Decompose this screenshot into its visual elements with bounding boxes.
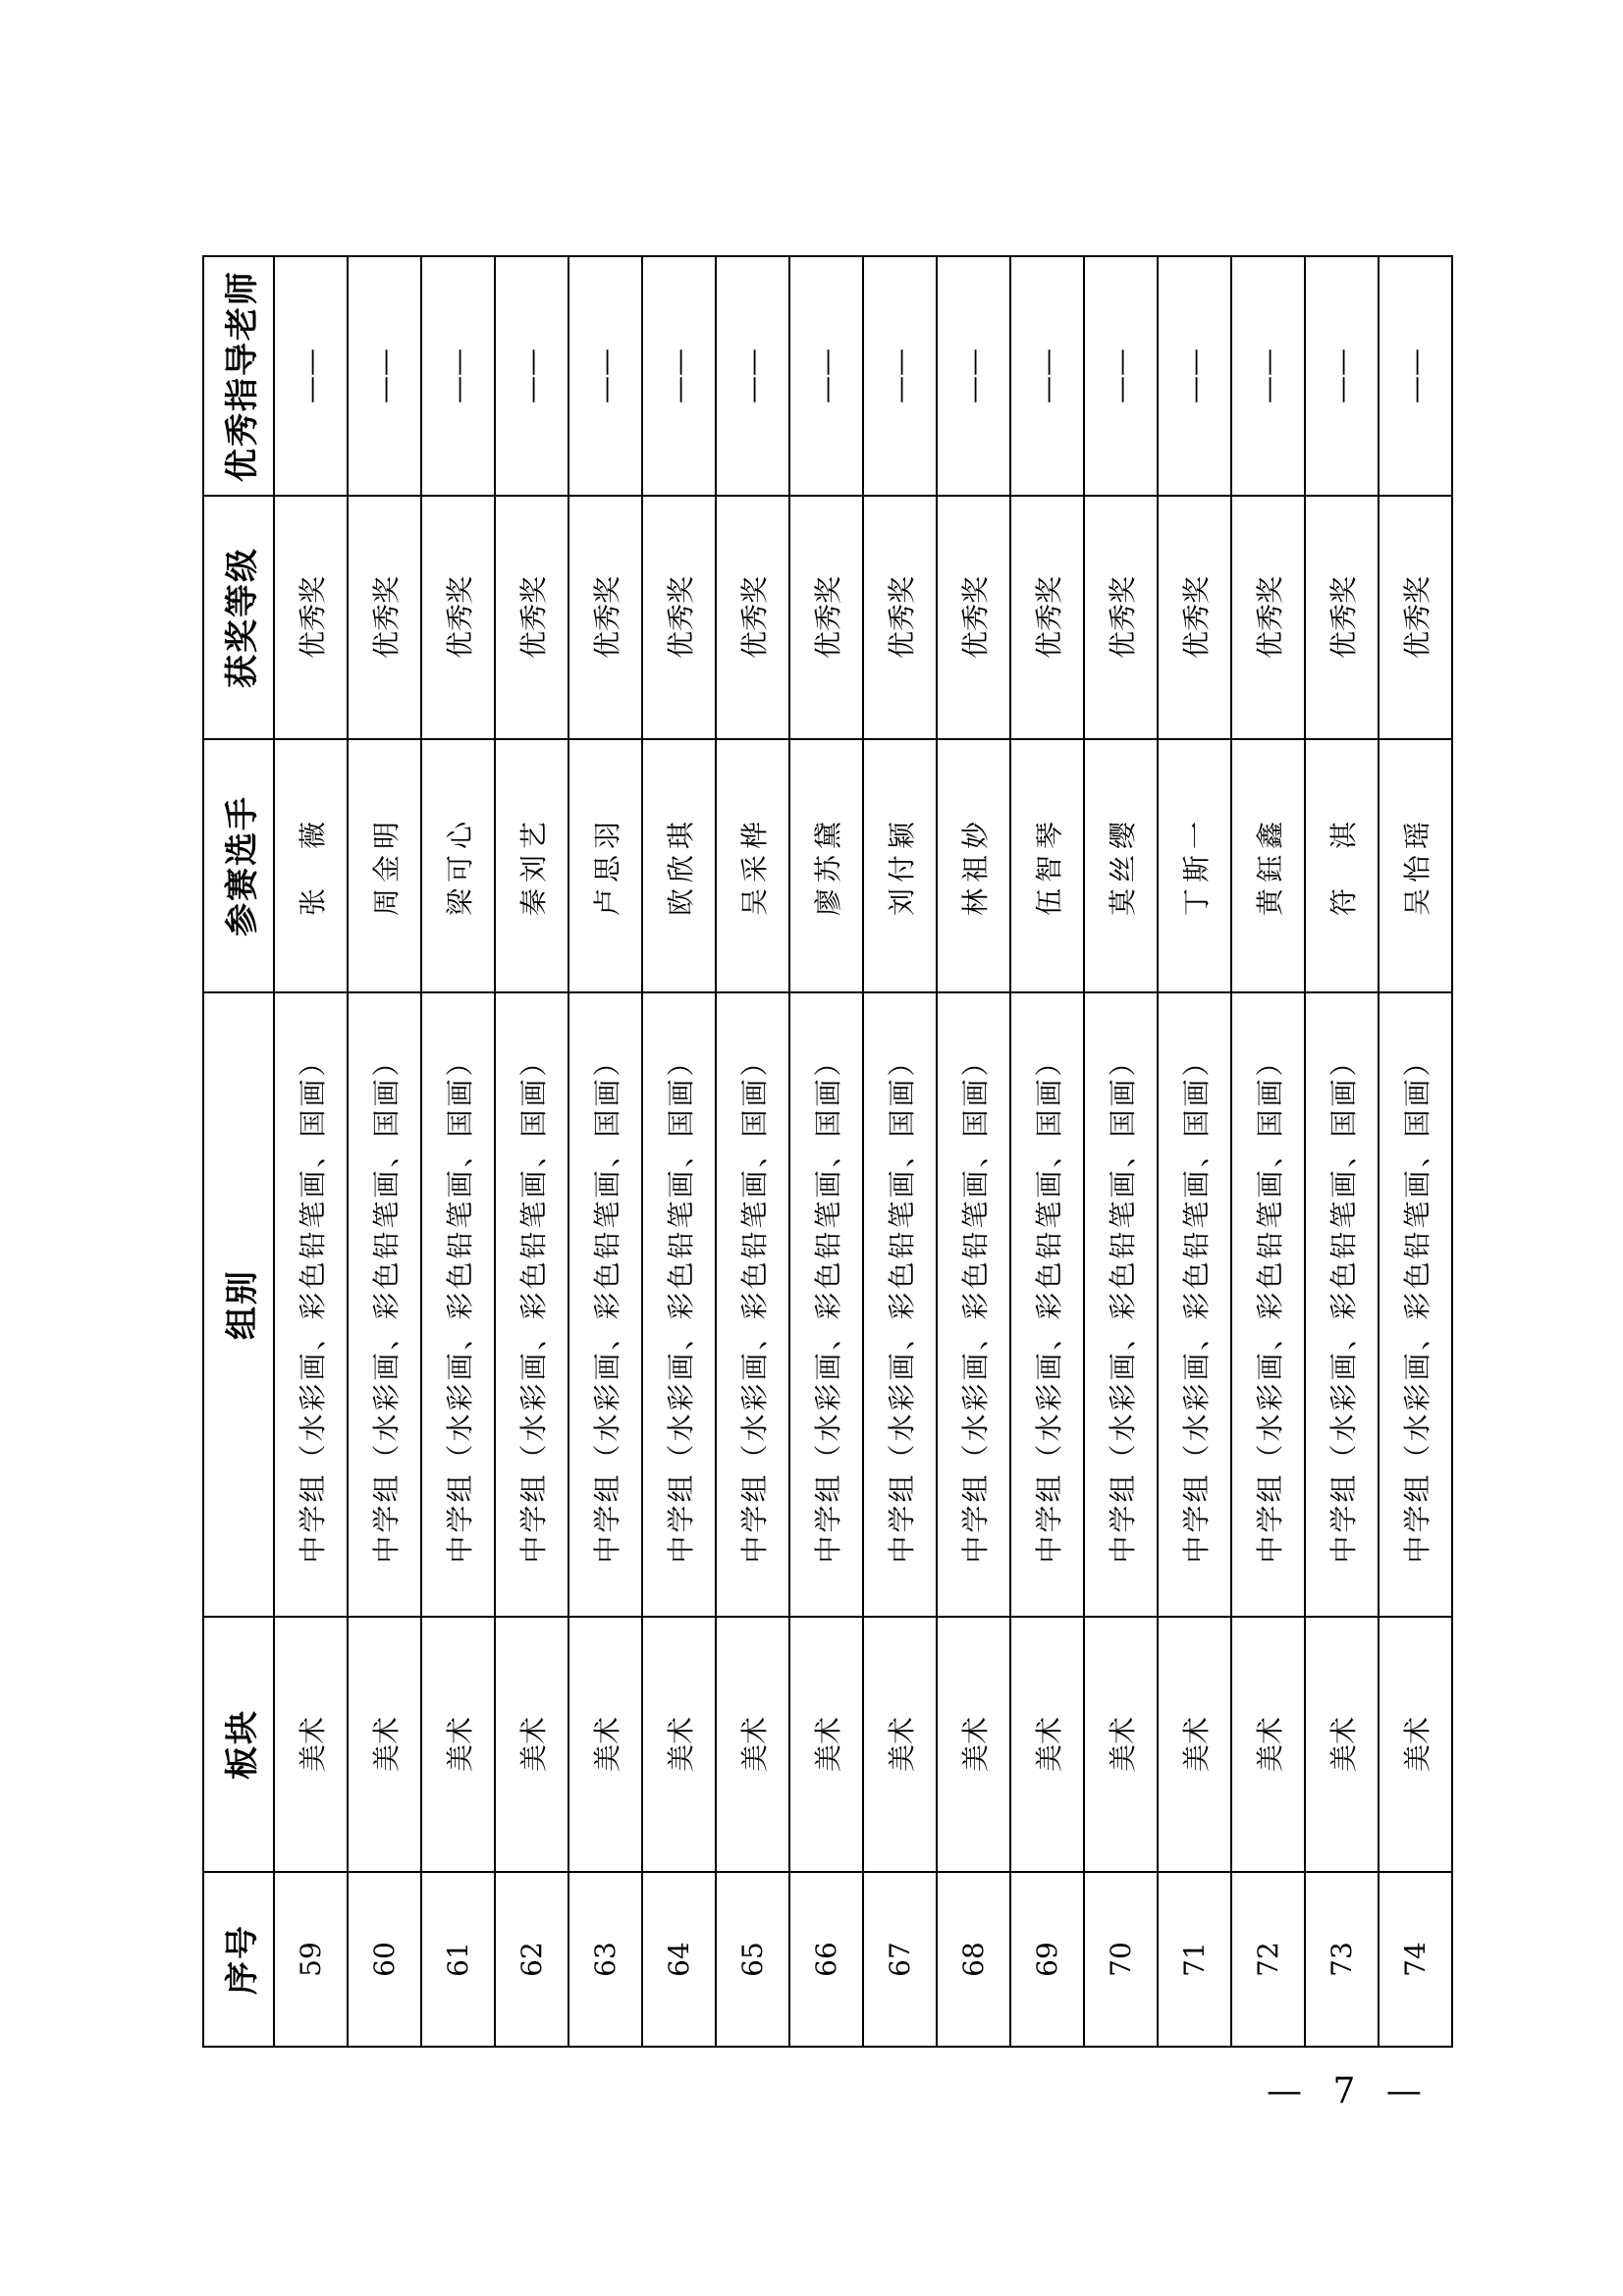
table-row — [1231, 256, 1305, 2047]
group-cell: 中学组（水彩画、彩色铅笔画、国画） — [1084, 992, 1158, 1617]
serial-cell: 67 — [863, 1872, 937, 2047]
header-category: 板块 — [203, 1617, 274, 1872]
participant-cell: 廖苏黛 — [789, 739, 863, 992]
instructor-cell: —— — [421, 256, 495, 496]
table-row — [495, 256, 568, 2047]
serial-cell: 60 — [348, 1872, 421, 2047]
table-row — [642, 256, 716, 2047]
participant-cell: 吴采桦 — [716, 739, 789, 992]
serial-cell: 68 — [937, 1872, 1010, 2047]
table-row — [348, 256, 421, 2047]
category-cell: 美术 — [1231, 1617, 1305, 1872]
serial-cell: 61 — [421, 1872, 495, 2047]
group-cell: 中学组（水彩画、彩色铅笔画、国画） — [1305, 992, 1379, 1617]
table-row — [716, 256, 789, 2047]
participant-cell: 欧欣琪 — [642, 739, 716, 992]
group-cell: 中学组（水彩画、彩色铅笔画、国画） — [1010, 992, 1084, 1617]
participant-cell: 黄鈺鑫 — [1231, 739, 1305, 992]
table-row — [568, 256, 642, 2047]
table-row — [274, 256, 348, 2047]
award-cell: 优秀奖 — [937, 496, 1010, 739]
serial-cell: 63 — [568, 1872, 642, 2047]
header-award-level: 获奖等级 — [203, 496, 274, 739]
participant-cell: 张 薇 — [274, 739, 348, 992]
group-cell: 中学组（水彩画、彩色铅笔画、国画） — [568, 992, 642, 1617]
instructor-cell: —— — [1010, 256, 1084, 496]
serial-cell: 65 — [716, 1872, 789, 2047]
instructor-cell: —— — [1158, 256, 1231, 496]
participant-cell: 卢思羽 — [568, 739, 642, 992]
instructor-cell: —— — [1379, 256, 1452, 496]
participant-cell: 梁可心 — [421, 739, 495, 992]
category-cell: 美术 — [1305, 1617, 1379, 1872]
table-row — [1084, 256, 1158, 2047]
award-cell: 优秀奖 — [495, 496, 568, 739]
participant-cell: 吴怡瑶 — [1379, 739, 1452, 992]
award-cell: 优秀奖 — [1305, 496, 1379, 739]
award-cell: 优秀奖 — [863, 496, 937, 739]
table-row — [789, 256, 863, 2047]
table-row — [1158, 256, 1231, 2047]
group-cell: 中学组（水彩画、彩色铅笔画、国画） — [274, 992, 348, 1617]
serial-cell: 72 — [1231, 1872, 1305, 2047]
serial-cell: 59 — [274, 1872, 348, 2047]
award-cell: 优秀奖 — [1158, 496, 1231, 739]
award-cell: 优秀奖 — [642, 496, 716, 739]
serial-cell: 66 — [789, 1872, 863, 2047]
instructor-cell: —— — [1084, 256, 1158, 496]
group-cell: 中学组（水彩画、彩色铅笔画、国画） — [642, 992, 716, 1617]
group-cell: 中学组（水彩画、彩色铅笔画、国画） — [421, 992, 495, 1617]
instructor-cell: —— — [863, 256, 937, 496]
instructor-cell: —— — [568, 256, 642, 496]
participant-cell: 莫丝缨 — [1084, 739, 1158, 992]
group-cell: 中学组（水彩画、彩色铅笔画、国画） — [348, 992, 421, 1617]
award-cell: 优秀奖 — [421, 496, 495, 739]
serial-cell: 73 — [1305, 1872, 1379, 2047]
serial-cell: 62 — [495, 1872, 568, 2047]
results-table — [202, 255, 1453, 2048]
instructor-cell: —— — [274, 256, 348, 496]
group-cell: 中学组（水彩画、彩色铅笔画、国画） — [863, 992, 937, 1617]
participant-cell: 林祖妙 — [937, 739, 1010, 992]
instructor-cell: —— — [937, 256, 1010, 496]
group-cell: 中学组（水彩画、彩色铅笔画、国画） — [1379, 992, 1452, 1617]
category-cell: 美术 — [1010, 1617, 1084, 1872]
award-cell: 优秀奖 — [789, 496, 863, 739]
table-row — [937, 256, 1010, 2047]
participant-cell: 丁斯一 — [1158, 739, 1231, 992]
header-instructor: 优秀指导老师 — [203, 256, 274, 496]
award-cell: 优秀奖 — [1010, 496, 1084, 739]
table-header-row — [203, 256, 274, 2047]
award-cell: 优秀奖 — [568, 496, 642, 739]
category-cell: 美术 — [495, 1617, 568, 1872]
instructor-cell: —— — [642, 256, 716, 496]
category-cell: 美术 — [274, 1617, 348, 1872]
category-cell: 美术 — [937, 1617, 1010, 1872]
category-cell: 美术 — [789, 1617, 863, 1872]
header-participant: 参赛选手 — [203, 739, 274, 992]
participant-cell: 符 淇 — [1305, 739, 1379, 992]
award-cell: 优秀奖 — [716, 496, 789, 739]
header-serial: 序号 — [203, 1872, 274, 2047]
group-cell: 中学组（水彩画、彩色铅笔画、国画） — [716, 992, 789, 1617]
award-cell: 优秀奖 — [1231, 496, 1305, 739]
group-cell: 中学组（水彩画、彩色铅笔画、国画） — [1158, 992, 1231, 1617]
page-number: — 7 — — [1267, 2071, 1432, 2111]
award-cell: 优秀奖 — [274, 496, 348, 739]
serial-cell: 71 — [1158, 1872, 1231, 2047]
category-cell: 美术 — [716, 1617, 789, 1872]
serial-cell: 74 — [1379, 1872, 1452, 2047]
award-cell: 优秀奖 — [1084, 496, 1158, 739]
instructor-cell: —— — [495, 256, 568, 496]
header-group: 组别 — [203, 992, 274, 1617]
instructor-cell: —— — [1305, 256, 1379, 496]
serial-cell: 69 — [1010, 1872, 1084, 2047]
category-cell: 美术 — [1084, 1617, 1158, 1872]
table-row — [863, 256, 937, 2047]
group-cell: 中学组（水彩画、彩色铅笔画、国画） — [937, 992, 1010, 1617]
table-row — [1305, 256, 1379, 2047]
serial-cell: 70 — [1084, 1872, 1158, 2047]
table-row — [1379, 256, 1452, 2047]
group-cell: 中学组（水彩画、彩色铅笔画、国画） — [789, 992, 863, 1617]
category-cell: 美术 — [1379, 1617, 1452, 1872]
table-body — [274, 256, 1452, 2047]
participant-cell: 秦刘艺 — [495, 739, 568, 992]
category-cell: 美术 — [1158, 1617, 1231, 1872]
category-cell: 美术 — [421, 1617, 495, 1872]
category-cell: 美术 — [568, 1617, 642, 1872]
category-cell: 美术 — [348, 1617, 421, 1872]
category-cell: 美术 — [642, 1617, 716, 1872]
instructor-cell: —— — [348, 256, 421, 496]
instructor-cell: —— — [1231, 256, 1305, 496]
instructor-cell: —— — [789, 256, 863, 496]
award-cell: 优秀奖 — [1379, 496, 1452, 739]
results-table-region — [202, 257, 1434, 2048]
award-cell: 优秀奖 — [348, 496, 421, 739]
serial-cell: 64 — [642, 1872, 716, 2047]
participant-cell: 周金明 — [348, 739, 421, 992]
table-row — [1010, 256, 1084, 2047]
table-row — [421, 256, 495, 2047]
instructor-cell: —— — [716, 256, 789, 496]
participant-cell: 伍智琴 — [1010, 739, 1084, 992]
group-cell: 中学组（水彩画、彩色铅笔画、国画） — [495, 992, 568, 1617]
group-cell: 中学组（水彩画、彩色铅笔画、国画） — [1231, 992, 1305, 1617]
category-cell: 美术 — [863, 1617, 937, 1872]
participant-cell: 刘付颖 — [863, 739, 937, 992]
